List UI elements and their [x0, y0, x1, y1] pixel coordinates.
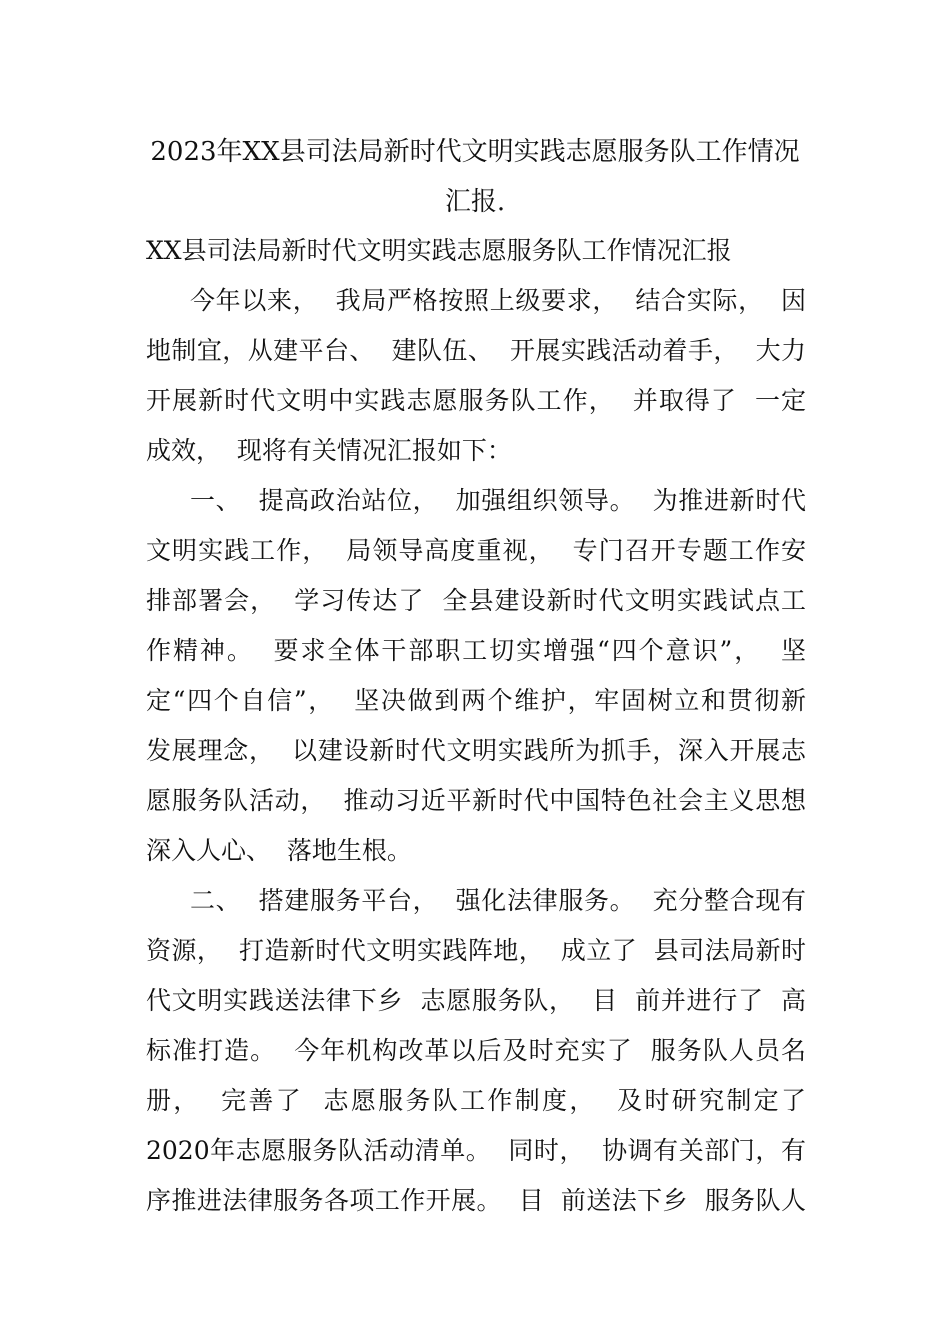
paragraph-line: 序推进法律服务各项工作开展。 目 前送法下乡 服务队人	[146, 1186, 806, 1215]
paragraph-line: 册， 完善了 志愿服务队工作制度， 及时研究制定了	[146, 1086, 806, 1115]
document-subtitle: XX县司法局新时代文明实践志愿服务队工作情况汇报	[146, 236, 732, 265]
paragraph-line: 发展理念， 以建设新时代文明实践所为抓手，深入开展志	[146, 736, 806, 765]
paragraph-line: 2020年志愿服务队活动清单。 同时， 协调有关部门，有	[146, 1136, 806, 1165]
paragraph-line: 地制宜，从建平台、 建队伍、 开展实践活动着手， 大力	[146, 336, 806, 365]
paragraph-line: 定“四个自信”， 坚决做到两个维护，牢固树立和贯彻新	[146, 686, 806, 715]
document-title-line-2: 汇报.	[444, 187, 506, 217]
paragraph-line: 今年以来， 我局严格按照上级要求， 结合实际， 因	[190, 286, 806, 315]
paragraph-line: 深入人心、 落地生根。	[146, 836, 412, 865]
paragraph-line: 一、 提高政治站位， 加强组织领导。 为推进新时代	[190, 486, 806, 515]
paragraph-line: 二、 搭建服务平台， 强化法律服务。 充分整合现有	[190, 886, 806, 915]
document-title-line-1: 2023年XX县司法局新时代文明实践志愿服务队工作情况	[150, 137, 800, 167]
paragraph-line: 成效， 现将有关情况汇报如下：	[146, 436, 512, 465]
paragraph-line: 资源， 打造新时代文明实践阵地， 成立了 县司法局新时	[146, 936, 806, 965]
paragraph-line: 代文明实践送法律下乡 志愿服务队， 目 前并进行了 高	[146, 986, 806, 1015]
paragraph-line: 开展新时代文明中实践志愿服务队工作， 并取得了 一定	[146, 386, 806, 415]
paragraph-line: 标准打造。 今年机构改革以后及时充实了 服务队人员名	[146, 1036, 806, 1065]
paragraph-line: 愿服务队活动， 推动习近平新时代中国特色社会主义思想	[146, 786, 806, 815]
paragraph-line: 排部署会， 学习传达了 全县建设新时代文明实践试点工	[146, 586, 806, 615]
paragraph-line: 作精神。 要求全体干部职工切实增强“四个意识”， 坚	[146, 636, 806, 665]
paragraph-line: 文明实践工作， 局领导高度重视， 专门召开专题工作安	[146, 536, 806, 565]
